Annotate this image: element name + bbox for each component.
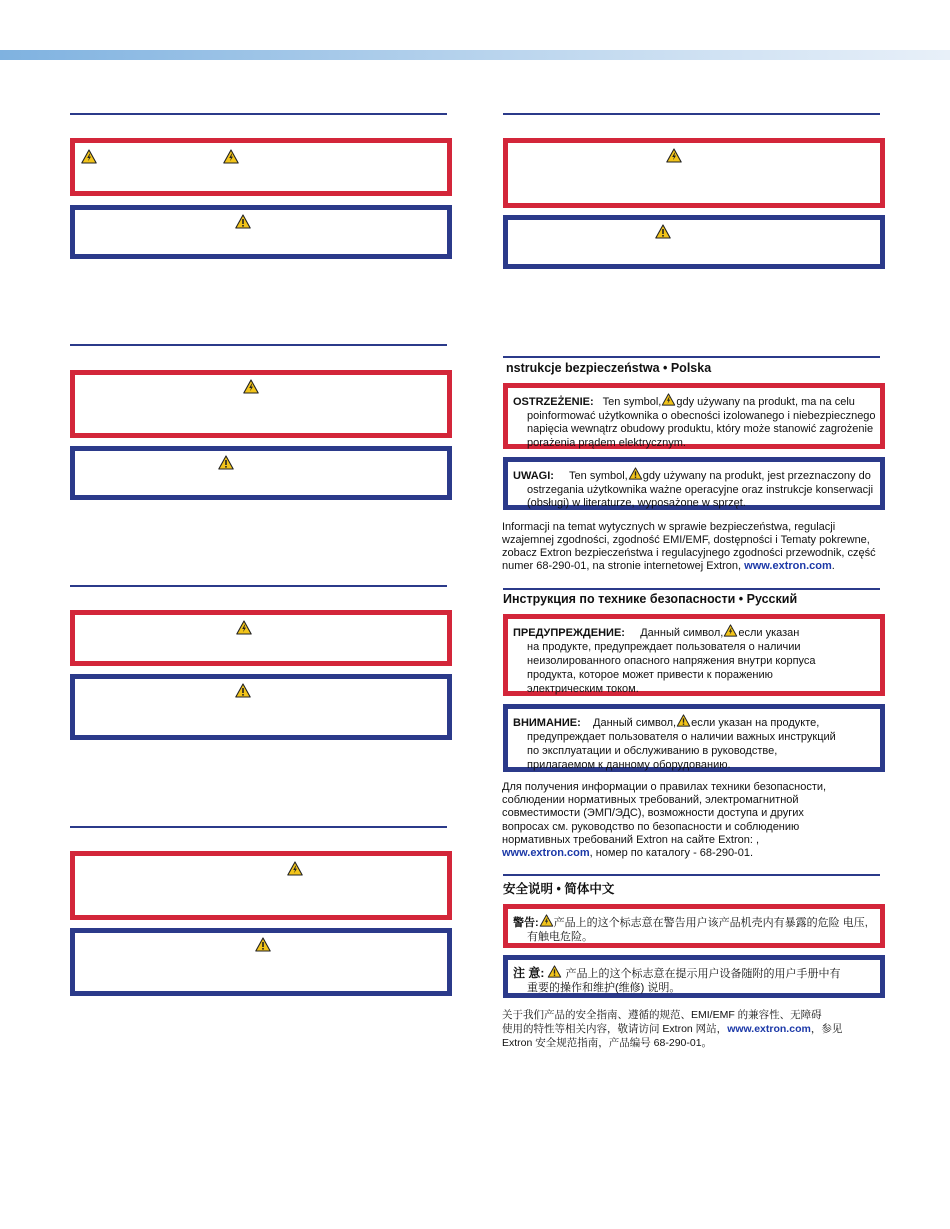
electric-hazard-icon bbox=[81, 149, 97, 164]
section-rule bbox=[503, 588, 880, 590]
caution-icon bbox=[655, 224, 671, 239]
electric-hazard-icon bbox=[723, 624, 738, 637]
caution-box bbox=[503, 215, 885, 269]
caution-box bbox=[70, 446, 452, 500]
section-rule bbox=[70, 585, 447, 587]
caution-box bbox=[70, 928, 452, 996]
caution-box bbox=[70, 205, 452, 259]
section-rule bbox=[503, 356, 880, 358]
extron-link[interactable]: www.extron.com bbox=[744, 560, 832, 572]
caution-icon bbox=[255, 937, 271, 952]
caution-box bbox=[70, 674, 452, 740]
electric-hazard-icon bbox=[236, 620, 252, 635]
polish-info-paragraph: Informacji na temat wytycznych w sprawie bezpieczeństwa, regulacji wzajemnej zgodności, zgodność EMI/EMF, dostępności i Tematy pokrewne, zobacz Extron bezpieczeństwa i regulacyjnego zgodności przewodnik, część numer 68-290-01, na stronie internetowej Extron, www.extron.com. bbox=[502, 521, 876, 572]
warning-box bbox=[503, 138, 885, 208]
chinese-info-paragraph: 关于我们产品的安全指南、遵循的规范、EMI/EMF 的兼容性、无障碍 使用的特性等相关内容，敬请访问 Extron 网站，www.extron.com，参见 Extron 安全规范指南，产品编号 68-290-01。 bbox=[502, 1009, 843, 1049]
section-rule bbox=[70, 113, 447, 115]
electric-hazard-icon bbox=[243, 379, 259, 394]
section-rule bbox=[503, 113, 880, 115]
caution-icon bbox=[218, 455, 234, 470]
chinese-caution-box: 注 意: 产品上的这个标志意在提示用户设备随附的用户手册中有 重要的操作和维护(维修) 说明。 bbox=[503, 955, 885, 998]
electric-hazard-icon bbox=[539, 914, 554, 927]
warning-box bbox=[70, 138, 452, 196]
electric-hazard-icon bbox=[223, 149, 239, 164]
electric-hazard-icon bbox=[287, 861, 303, 876]
caution-icon bbox=[547, 965, 562, 978]
electric-hazard-icon bbox=[666, 148, 682, 163]
caution-label: UWAGI: bbox=[513, 470, 554, 482]
extron-link[interactable]: www.extron.com bbox=[502, 847, 590, 860]
caution-label: 注 意: bbox=[513, 966, 545, 980]
caution-icon bbox=[235, 683, 251, 698]
russian-info-paragraph: Для получения информации о правилах техники безопасности, соблюдении нормативных требований, электромагнитной совместимости (ЭМП/ЭДС), возможности доступа и других вопросах см. руководство по безопасности и соблюдению нормативных требований Extron на сайте Extron: , www.extron.com, номер по каталогу - 68-290-01. bbox=[502, 781, 827, 860]
section-rule bbox=[70, 344, 447, 346]
extron-link[interactable]: www.extron.com bbox=[727, 1023, 811, 1035]
russian-section-title: Инструкция по технике безопасности • Русский bbox=[503, 592, 798, 606]
electric-hazard-icon bbox=[661, 393, 676, 406]
section-rule bbox=[503, 874, 880, 876]
chinese-warning-box: 警告: 产品上的这个标志意在警告用户该产品机壳内有暴露的危险 电压, 有触电危险。 bbox=[503, 904, 885, 948]
warning-box bbox=[70, 851, 452, 920]
header-color-bar bbox=[0, 50, 950, 60]
caution-icon bbox=[676, 714, 691, 727]
polish-warning-box: OSTRZEŻENIE: Ten symbol, gdy używany na produkt, ma na celu poinformować użytkownika o obecności izolowanego i niebezpiecznego napięcia wewnątrz obudowy produktu, który może stanowić zagrożenie porażenia prądem elektrycznym. bbox=[503, 383, 885, 449]
polish-caution-box: UWAGI: Ten symbol, gdy używany na produkt, jest przeznaczony do ostrzegania użytkownika ważne operacyjne oraz instrukcje konserwacji (obsługi) w literaturze, wyposażone w sprzęt. bbox=[503, 457, 885, 510]
caution-icon bbox=[235, 214, 251, 229]
warning-label: 警告: bbox=[513, 917, 539, 929]
russian-caution-box: ВНИМАНИЕ: Данный символ, если указан на продукте, предупреждает пользователя о наличии важных инструкций по эксплуатации и обслуживанию в руководстве, прилагаемом к данному оборудованию. bbox=[503, 704, 885, 772]
warning-label: OSTRZEŻENIE: bbox=[513, 396, 594, 408]
warning-label: ПРЕДУПРЕЖДЕНИЕ: bbox=[513, 627, 625, 639]
chinese-section-title: 安全说明 • 简体中文 bbox=[503, 882, 615, 896]
polish-section-title: nstrukcje bezpieczeństwa • Polska bbox=[506, 361, 712, 375]
warning-box bbox=[70, 610, 452, 666]
russian-warning-box: ПРЕДУПРЕЖДЕНИЕ: Данный символ, если указан на продукте, предупреждает пользователя о наличии неизолированного опасного напряжения внутри корпуса продукта, которое может привести к поражению электрическим током. bbox=[503, 614, 885, 696]
section-rule bbox=[70, 826, 447, 828]
caution-icon bbox=[628, 467, 643, 480]
warning-box bbox=[70, 370, 452, 438]
caution-label: ВНИМАНИЕ: bbox=[513, 717, 581, 729]
